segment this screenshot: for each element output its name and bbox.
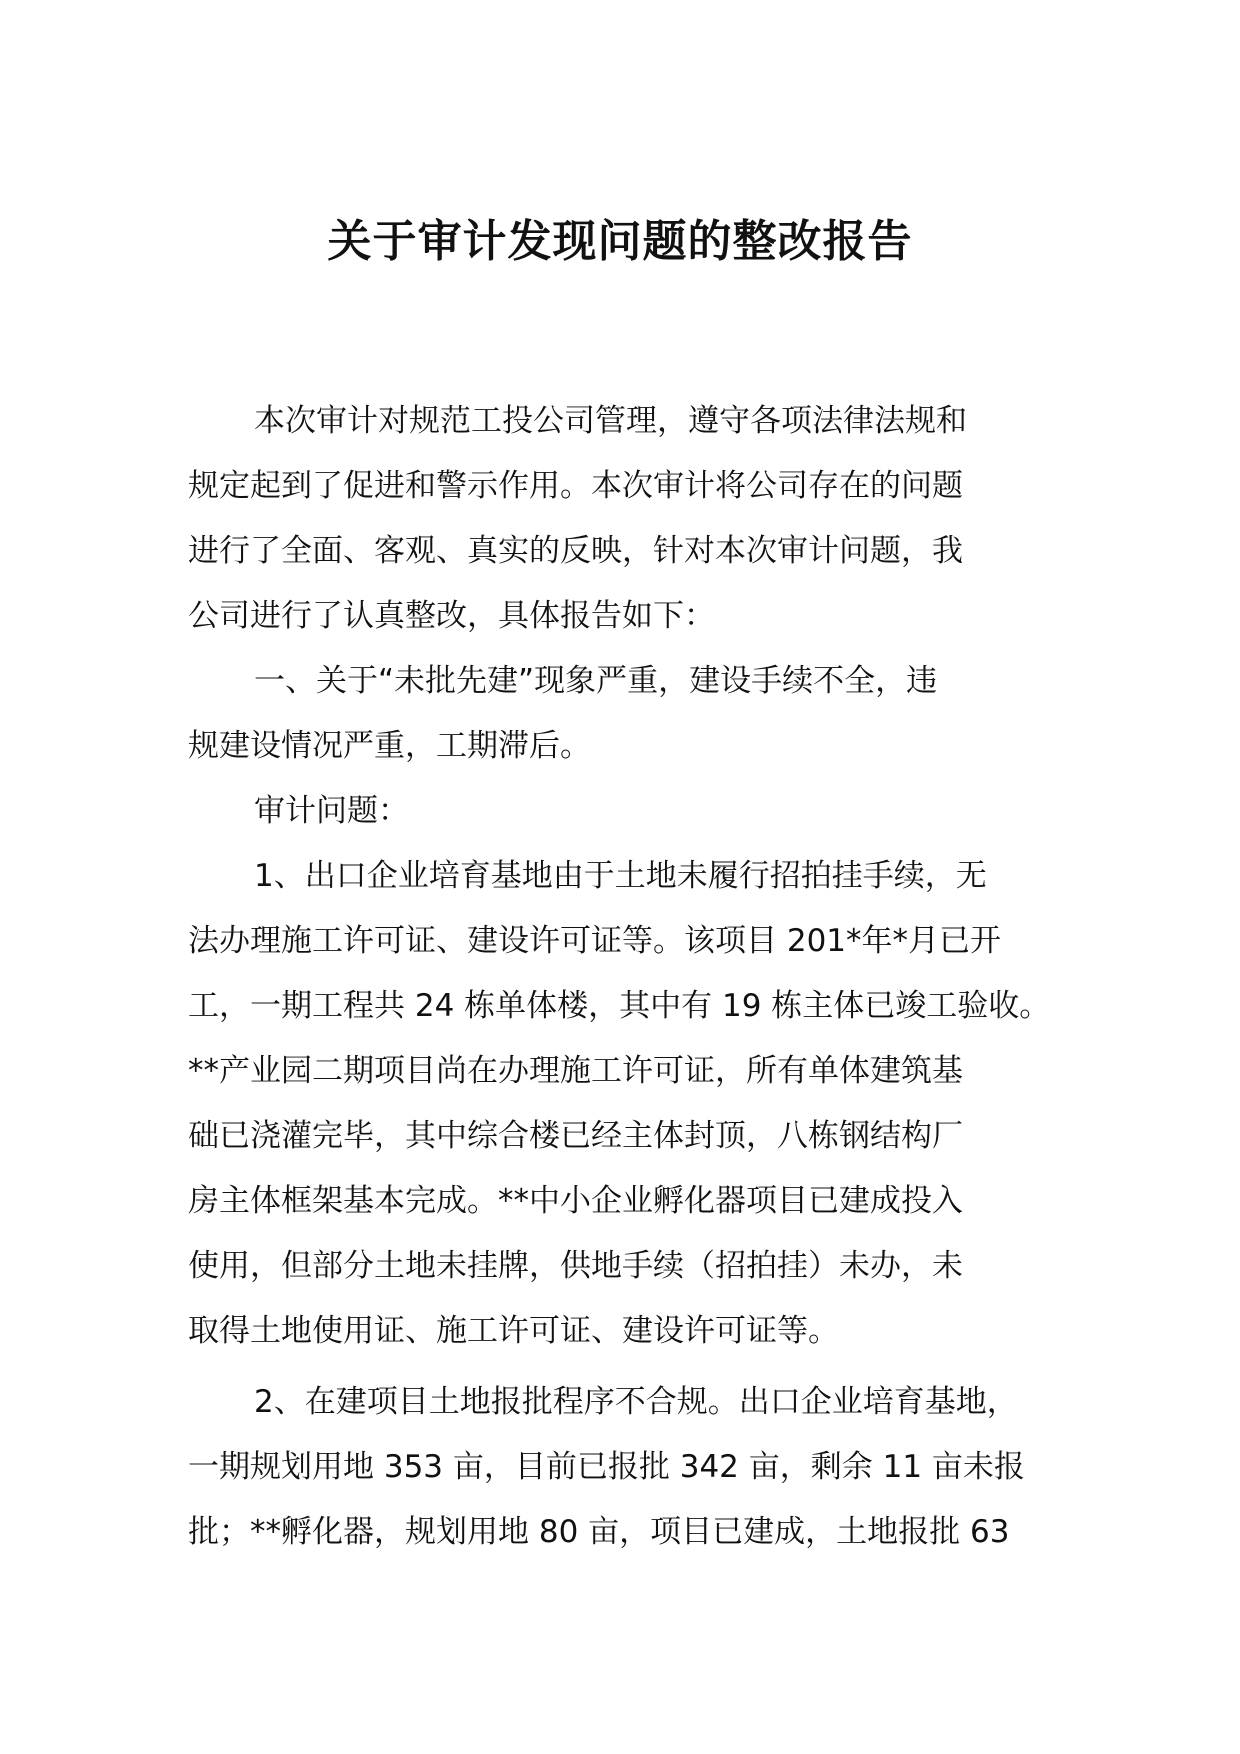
paragraph-line: 房主体框架基本完成。**中小企业孵化器项目已建成投入 [188, 1183, 963, 1219]
paragraph-line: 2、在建项目土地报批程序不合规。出口企业培育基地， [254, 1384, 1018, 1420]
paragraph-line: 进行了全面、客观、真实的反映，针对本次审计问题，我 [188, 533, 963, 569]
paragraph-line: 础已浇灌完毕，其中综合楼已经主体封顶，八栋钢结构厂 [188, 1118, 963, 1154]
section-heading: 审计问题： [254, 793, 409, 829]
paragraph-line: 本次审计对规范工投公司管理，遵守各项法律法规和 [254, 403, 967, 439]
paragraph-line: 取得土地使用证、施工许可证、建设许可证等。 [188, 1313, 839, 1349]
document-body [188, 389, 1068, 1565]
paragraph-line: 规定起到了促进和警示作用。本次审计将公司存在的问题 [188, 468, 963, 504]
paragraph-line: 使用，但部分土地未挂牌，供地手续（招拍挂）未办，未 [188, 1248, 963, 1284]
paragraph-line: 批；**孵化器，规划用地 80 亩，项目已建成，土地报批 63 [188, 1514, 1010, 1550]
paragraph-line: 工，一期工程共 24 栋单体楼，其中有 19 栋主体已竣工验收。 [188, 988, 1051, 1024]
paragraph-line: **产业园二期项目尚在办理施工许可证，所有单体建筑基 [188, 1053, 963, 1089]
paragraph-line: 法办理施工许可证、建设许可证等。该项目 201*年*月已开 [188, 923, 1002, 959]
paragraph-line: 规建设情况严重，工期滞后。 [188, 728, 591, 764]
paragraph-line: 1、出口企业培育基地由于土地未履行招拍挂手续，无 [254, 858, 987, 894]
paragraph-line: 公司进行了认真整改，具体报告如下： [188, 598, 715, 634]
document-title: 关于审计发现问题的整改报告 [327, 216, 913, 267]
paragraph-line: 一期规划用地 353 亩，目前已报批 342 亩，剩余 11 亩未报 [188, 1449, 1025, 1485]
paragraph-line: 一、关于“未批先建”现象严重，建设手续不全，违 [254, 663, 938, 699]
